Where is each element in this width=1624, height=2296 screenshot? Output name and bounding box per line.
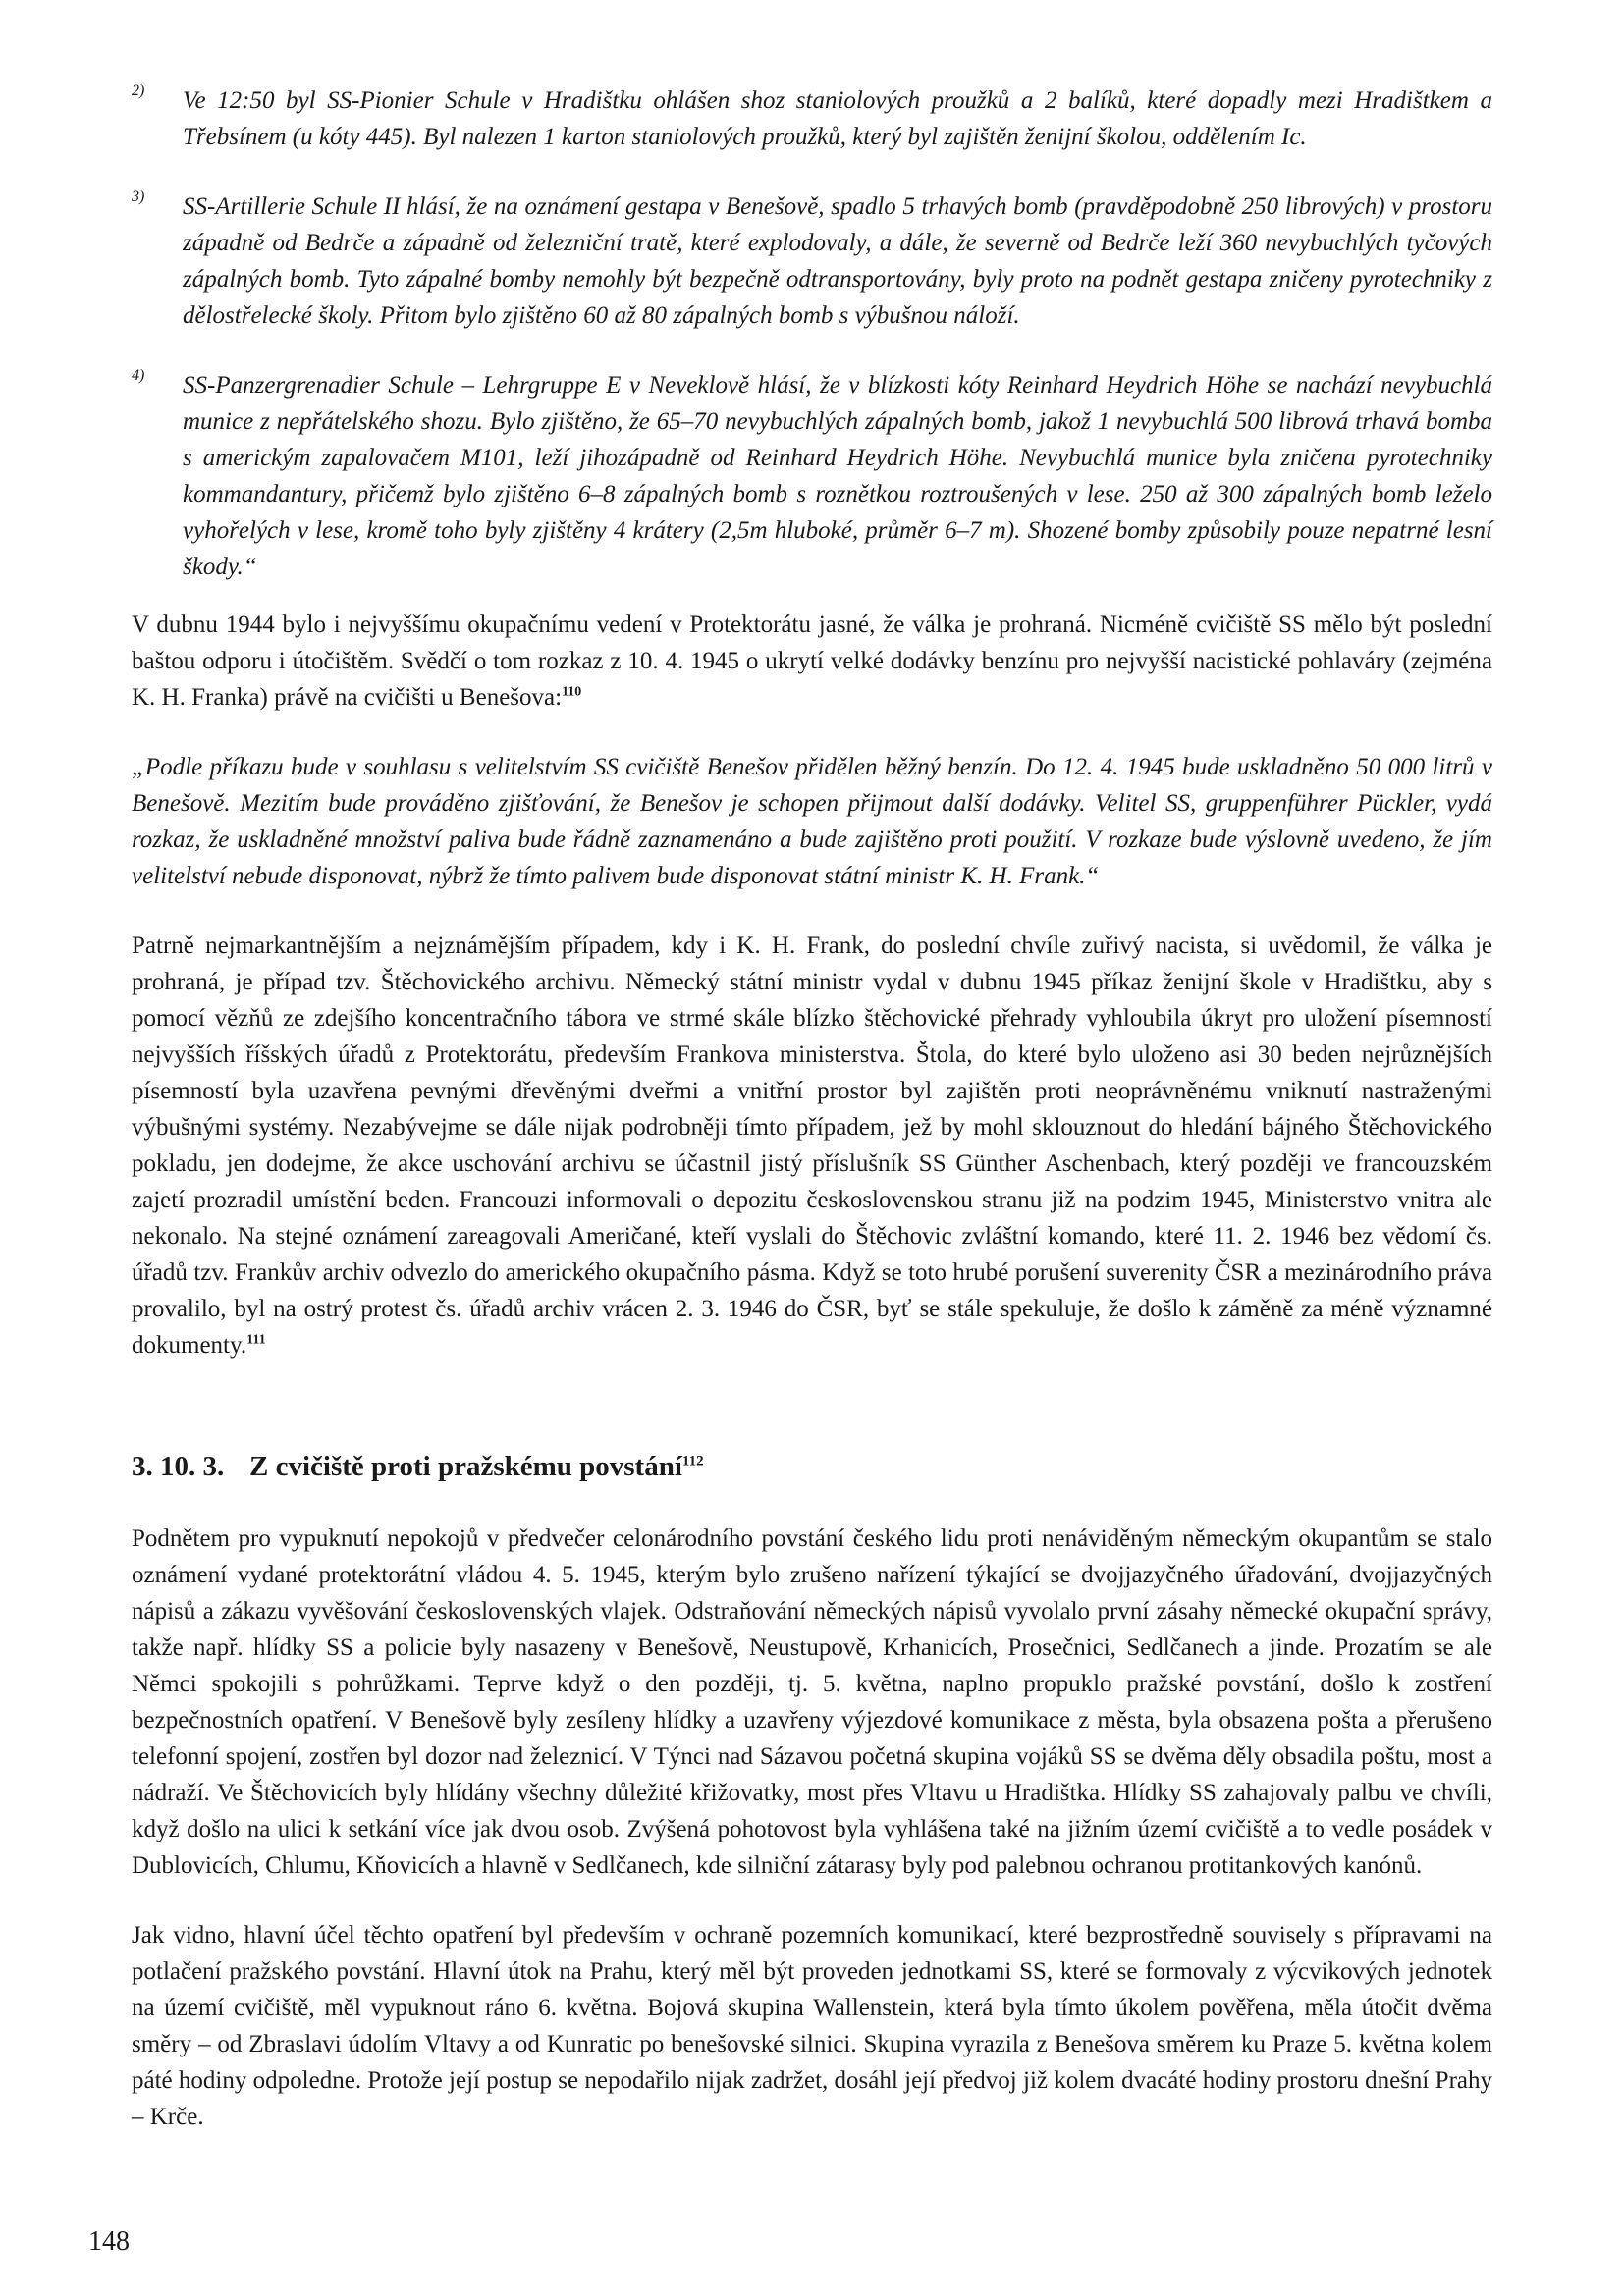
list-item-number: 3) <box>132 188 145 205</box>
section-title: Z cvičiště proti pražskému povstání <box>249 1451 682 1482</box>
body-paragraph: Jak vidno, hlavní účel těchto opatření byl především v ochraně pozemních komunikací, které bezprostředně souvisely s přípravami na potlačení pražského povstání. Hlavní útok na Prahu, který měl být proveden jednotkami SS, které se formovaly z výcvikových jednotek na území cvičiště, měl vypuknout ráno 6. května. Bojová skupina Wallenstein, která byla tímto úkolem pověřena, měla útočit dvěma směry – od Zbraslavi údolím Vltavy a od Kunratic po benešovské silnici. Skupina vyrazila z Benešova směrem ku Praze 5. května kolem páté hodiny odpoledne. Protože její postup se nepodařilo nijak zadržet, dosáhl její předvoj již kolem dvacáté hodiny prostoru dnešní Prahy – Krče. <box>132 1922 1492 2130</box>
list-item-text: SS-Panzergrenadier Schule – Lehrgruppe E v Neveklově hlásí, že v blízkosti kóty Reinhard Heydrich Höhe se nachází nevybuchlá munice z nepřátelského shozu. Bylo zjištěno, že 65–70 nevybuchlých zápalných bomb, jakož 1 nevybuchlá 500 librová trhavá bomba s americkým zapalovačem M101, leží jihozápadně od Reinhard Heydrich Höhe. Nevybuchlá munice byla zničena pyrotechniky kommandantury, přičemž bylo zjištěno 6–8 zápalných bomb s roznětkou roztroušených v lese. 250 až 300 zápalných bomb leželo vyhořelých v lese, kromě toho byly zjištěny 4 krátery (2,5m hluboké, průměr 6–7 m). Shozené bomby způsobily pouze nepatrné lesní škody.“ <box>183 372 1492 580</box>
paragraph-text: V dubnu 1944 bylo i nejvyššímu okupačnímu vedení v Protektorátu jasné, že válka je prohraná. Nicméně cvičiště SS mělo být poslední baštou odporu i útočištěm. Svědčí o tom rozkaz z 10. 4. 1945 o ukrytí velké dodávky benzínu pro nejvyšší nacistické pohlaváry (zejména K. H. Franka) právě na cvičišti u Benešova: <box>132 612 1492 711</box>
footnote-ref[interactable]: 111 <box>246 1332 266 1348</box>
footnote-ref[interactable]: 110 <box>562 684 582 700</box>
body-paragraph <box>132 607 1492 716</box>
list-item <box>132 82 1492 155</box>
body-paragraph <box>132 928 1492 1363</box>
footnote-ref[interactable]: 112 <box>681 1453 704 1469</box>
body-paragraph: Podnětem pro vypuknutí nepokojů v předvečer celonárodního povstání českého lidu proti nenáviděným německým okupantům se stalo oznámení vydané protektorátní vládou 4. 5. 1945, kterým bylo zrušeno nařízení týkající se dvojjazyčného úřadování, dvojjazyčných nápisů a zákazu vyvěšování československých vlajek. Odstraňování německých nápisů vyvolalo první zásahy německé okupační správy, takže např. hlídky SS a policie byly nasazeny v Benešově, Neustupově, Krhanicích, Prosečnici, Sedlčanech a jinde. Prozatím se ale Němci spokojili s pohrůžkami. Teprve když o den později, tj. 5. května, naplno propuklo pražské povstání, došlo k zostření bezpečnostních opatření. V Benešově byly zesíleny hlídky a uzavřeny výjezdové komunikace z města, byla obsazena pošta a přerušeno telefonní spojení, zostřen byl dozor nad železnicí. V Týnci nad Sázavou početná skupina vojáků SS se dvěma děly obsadila poštu, most a nádraží. Ve Štěchovicích byly hlídány všechny důležité křižovatky, most přes Vltavu u Hradištka. Hlídky SS zahajovaly palbu ve chvíli, když došlo na ulici k setkání více jak dvou osob. Zvýšená pohotovost byla vyhlášena také na jižním území cvičiště a to vedle posádek v Dublovicích, Chlumu, Kňovicích a hlavně v Sedlčanech, kde silniční zátarasy byly pod palebnou ochranou protitankových kanónů. <box>132 1525 1492 1879</box>
list-item <box>132 188 1492 334</box>
list-item-number: 4) <box>132 367 145 384</box>
page-number: 148 <box>88 2226 130 2257</box>
list-item-text: Ve 12:50 byl SS-Pionier Schule v Hradištku ohlášen shoz staniolových proužků a 2 balíků, které dopadly mezi Hradištkem a Třebsínem (u kóty 445). Byl nalezen 1 karton staniolových proužků, který byl zajištěn ženijní školou, oddělením Ic. <box>183 87 1492 150</box>
section-heading <box>132 1448 1492 1485</box>
list-item-number: 2) <box>132 82 145 99</box>
list-item <box>132 367 1492 585</box>
block-quote: „Podle příkazu bude v souhlasu s velitelstvím SS cvičiště Benešov přidělen běžný benzín. Do 12. 4. 1945 bude uskladněno 50 000 litrů v Benešově. Mezitím bude prováděno zjišťování, že Benešov je schopen přijmout další dodávky. Velitel SS, gruppenführer Pückler, vydá rozkaz, že uskladněné množství paliva bude řádně zaznamenáno a bude zajištěno proti použití. V rozkaze bude výslovně uvedeno, že jím velitelství nebude disponovat, nýbrž že tímto palivem bude disponovat státní ministr K. H. Frank.“ <box>132 754 1492 889</box>
list-item-text: SS-Artillerie Schule II hlásí, že na oznámení gestapa v Benešově, spadlo 5 trhavých bomb (pravděpodobně 250 librových) v prostoru západně od Bedrče a západně od železniční tratě, které explodovaly, a dále, že severně od Bedrče leží 360 nevybuchlých tyčových zápalných bomb. Tyto zápalné bomby nemohly být bezpečně odtransportovány, byly proto na podnět gestapa zničeny pyrotechniky z dělostřelecké školy. Přitom bylo zjištěno 60 až 80 zápalných bomb s výbušnou náloží. <box>183 193 1492 329</box>
page-content <box>132 82 1492 2168</box>
paragraph-text: Patrně nejmarkantnějším a nejznámějším případem, kdy i K. H. Frank, do poslední chvíle zuřivý nacista, si uvědomil, že válka je prohraná, je případ tzv. Štěchovického archivu. Německý státní ministr vydal v dubnu 1945 příkaz ženijní škole v Hradištku, aby s pomocí vězňů ze zdejšího koncentračního tábora ve strmé skále blízko štěchovické přehrady vyhloubila úkryt pro uložení písemností nejvyšších říšských úřadů z Protektorátu, především Frankova ministerstva. Štola, do které bylo uloženo asi 30 beden nejrůznějších písemností byla uzavřena pevnými dřevěnými dveřmi a vnitřní prostor byl zajištěn proti neoprávněnému vniknutí nastraženými výbušnými systémy. Nezabývejme se dále nijak podrobněji tímto případem, jež by mohl sklouznout do hledání bájného Štěchovického pokladu, jen dodejme, že akce uschování archivu se účastnil jistý příslušník SS Günther Aschenbach, který později ve francouzském zajetí prozradil umístění beden. Francouzi informovali o depozitu československou stranu již na podzim 1945, Ministerstvo vnitra ale nekonalo. Na stejné oznámení zareagovali Američané, kteří vyslali do Štěchovic zvláštní komando, které 11. 2. 1946 bez vědomí čs. úřadů tzv. Frankův archiv odvezlo do amerického okupačního pásma. Když se toto hrubé porušení suverenity ČSR a mezinárodního práva provalilo, byl na ostrý protest čs. úřadů archiv vrácen 2. 3. 1946 do ČSR, byť se stále spekuluje, že došlo k záměně za méně významné dokumenty. <box>132 933 1492 1359</box>
section-number: 3. 10. 3. <box>132 1451 225 1482</box>
